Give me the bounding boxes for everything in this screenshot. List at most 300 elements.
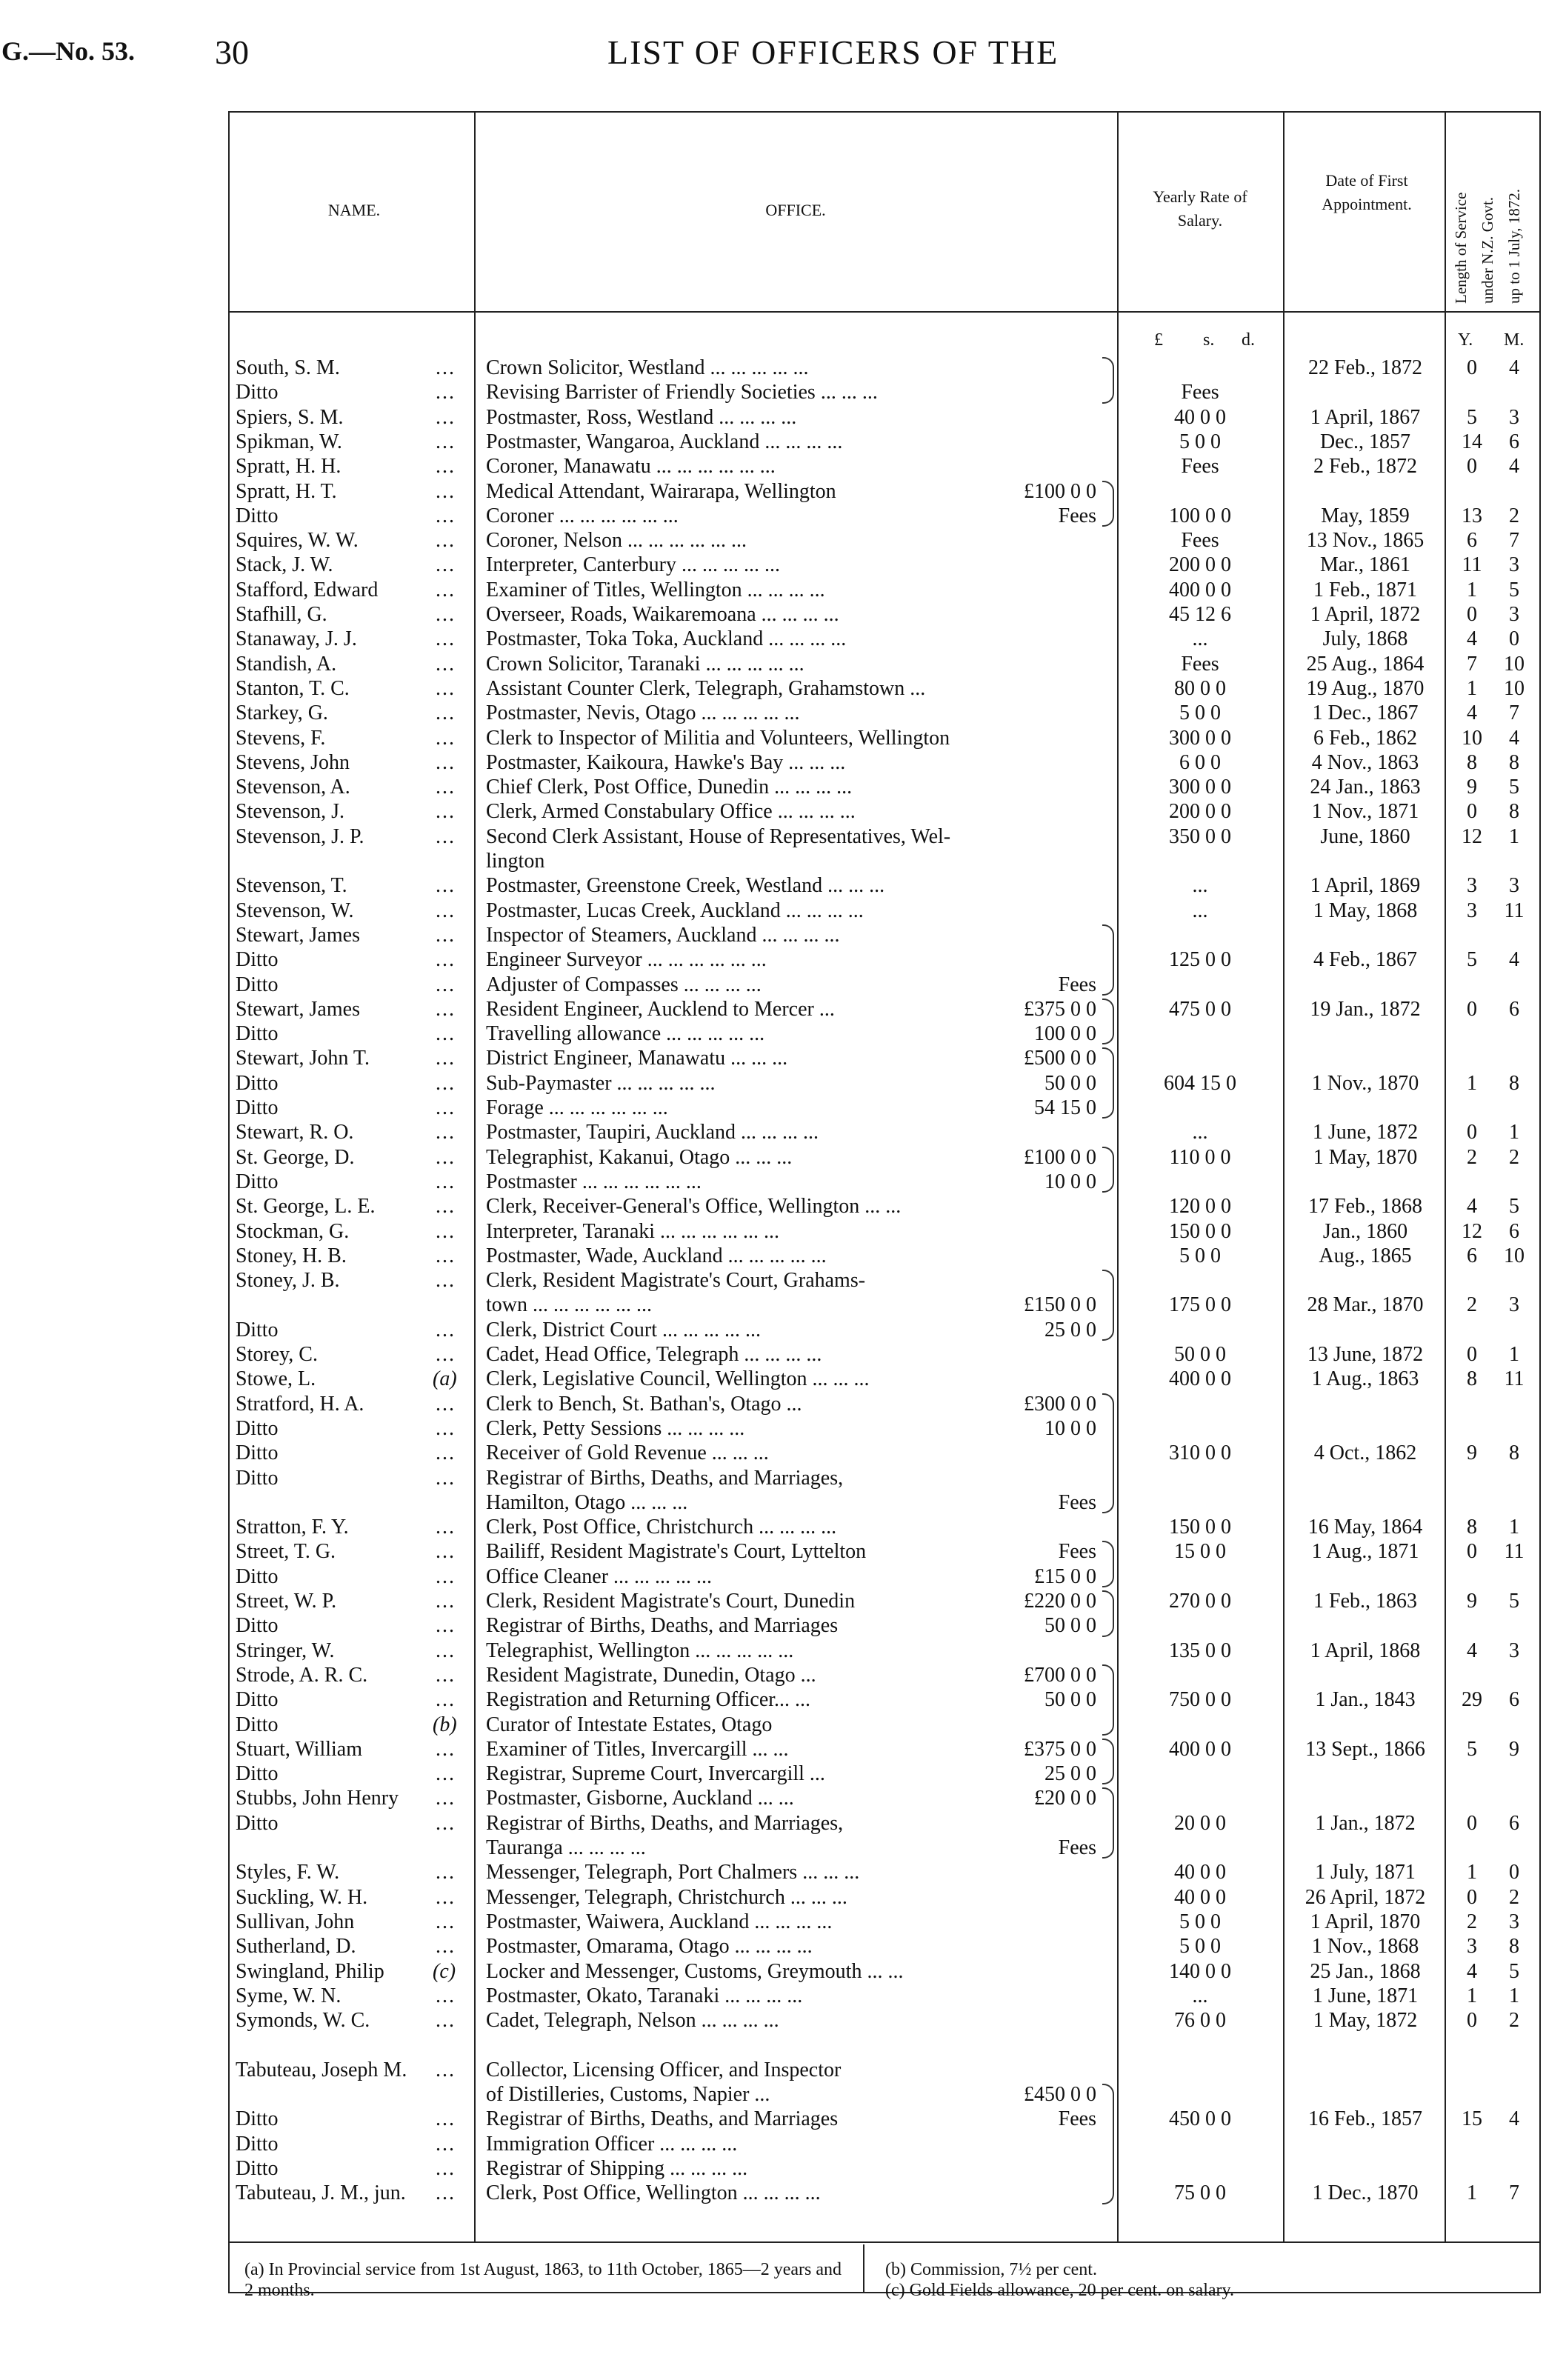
officer-name: Stewart, James xyxy=(236,923,360,947)
appointment-date: 28 Mar., 1870 xyxy=(1307,1293,1424,1317)
table-row xyxy=(0,1639,1566,1664)
yearly-salary: 40 0 0 xyxy=(1174,1861,1226,1884)
appointment-date: 1 April, 1870 xyxy=(1310,1910,1421,1933)
leader-dots: ... xyxy=(436,973,456,996)
officer-name: Stratford, H. A. xyxy=(236,1392,364,1416)
appointment-date: 19 Jan., 1872 xyxy=(1310,997,1421,1021)
column-header-salary: Yearly Rate of Salary. xyxy=(1153,187,1247,230)
leader-dots: ... xyxy=(436,1441,456,1465)
leader-dots: ... xyxy=(436,1590,456,1613)
service-years: 5 xyxy=(1467,1737,1477,1761)
table-row xyxy=(0,1441,1566,1466)
table-row xyxy=(0,750,1566,776)
service-years: 0 xyxy=(1467,1121,1477,1144)
brace xyxy=(1102,2084,1114,2204)
service-years: 6 xyxy=(1467,1244,1477,1267)
table-row xyxy=(0,1687,1566,1713)
leader-dots: ... xyxy=(436,1195,456,1219)
office-text: Clerk, Receiver-General's Office, Wellington ... ... xyxy=(486,1195,902,1219)
table-row xyxy=(0,602,1566,627)
yearly-salary: 750 0 0 xyxy=(1169,1688,1231,1712)
service-years: 1 xyxy=(1467,1861,1477,1884)
leader-dots: ... xyxy=(436,1145,456,1169)
appointment-date: 1 April, 1868 xyxy=(1310,1639,1421,1662)
leader-dots: ... xyxy=(436,1466,456,1490)
leader-dots: ... xyxy=(436,1762,456,1786)
office-text: Office Cleaner ... ... ... ... ... xyxy=(486,1564,713,1588)
table-row xyxy=(0,1589,1566,1614)
leader-dots: ... xyxy=(436,1614,456,1638)
table-row xyxy=(0,947,1566,973)
service-months: 4 xyxy=(1509,455,1519,479)
service-years: 0 xyxy=(1467,1811,1477,1835)
office-text: Assistant Counter Clerk, Telegraph, Grahamstown ... xyxy=(486,676,926,700)
service-years: 0 xyxy=(1467,800,1477,824)
partial-salary: 50 0 0 xyxy=(1044,1071,1096,1095)
leader-dots: ... xyxy=(436,1564,456,1588)
yearly-salary: Fees xyxy=(1181,652,1219,676)
officer-name: Stowe, L. xyxy=(236,1367,316,1391)
table-row xyxy=(0,1934,1566,1959)
officer-name: Stack, J. W. xyxy=(236,553,333,577)
appointment-date: 1 Nov., 1871 xyxy=(1311,800,1419,824)
officer-name: Ditto xyxy=(236,2107,279,2131)
appointment-date: 16 Feb., 1857 xyxy=(1308,2107,1422,2131)
table-row xyxy=(0,1071,1566,1096)
leader-dots: ... xyxy=(436,1121,456,1144)
brace xyxy=(1102,1393,1114,1514)
service-years: 3 xyxy=(1467,874,1477,898)
service-years: 0 xyxy=(1467,603,1477,626)
leader-dots: ... xyxy=(436,1688,456,1712)
leader-dots: ... xyxy=(436,1663,456,1687)
leader-dots: ... xyxy=(436,1318,456,1341)
table-row xyxy=(0,726,1566,751)
appointment-date: 19 Aug., 1870 xyxy=(1306,676,1425,700)
office-text: Postmaster, Toka Toka, Auckland ... ... ... ... xyxy=(486,627,847,651)
yearly-salary: 150 0 0 xyxy=(1169,1219,1231,1243)
brace xyxy=(1102,1047,1114,1119)
officer-name: Stratton, F. Y. xyxy=(236,1516,349,1539)
service-months: 4 xyxy=(1509,948,1519,972)
table-row xyxy=(0,799,1566,824)
table-row xyxy=(0,2107,1566,2132)
service-months: 0 xyxy=(1509,1861,1519,1884)
brace xyxy=(1102,1739,1114,1785)
officer-name: Stuart, William xyxy=(236,1737,363,1761)
service-months: 1 xyxy=(1509,1516,1519,1539)
yearly-salary: 125 0 0 xyxy=(1169,948,1231,972)
service-years: 0 xyxy=(1467,2009,1477,2033)
table-row xyxy=(0,1194,1566,1219)
appointment-date: July, 1868 xyxy=(1322,627,1408,651)
leader-dots: ... xyxy=(436,1244,456,1267)
table-row xyxy=(0,479,1566,504)
office-text: Cadet, Telegraph, Nelson ... ... ... ... xyxy=(486,2009,779,2033)
service-months: 3 xyxy=(1509,874,1519,898)
service-years: 8 xyxy=(1467,750,1477,774)
office-text: Curator of Intestate Estates, Otago xyxy=(486,1713,773,1736)
footnote-b: (b) Commission, 7½ per cent. xyxy=(885,2260,1097,2279)
service-years: 0 xyxy=(1467,1343,1477,1366)
officer-name: South, S. M. xyxy=(236,356,340,379)
office-text: Overseer, Roads, Waikaremoana ... ... ... ... xyxy=(486,603,839,626)
officer-name: Suckling, W. H. xyxy=(236,1885,368,1909)
officer-name: Tabuteau, J. M., jun. xyxy=(236,2181,406,2205)
partial-salary: £100 0 0 xyxy=(1024,479,1096,503)
partial-salary: Fees xyxy=(1058,1540,1096,1564)
leader-dots: ... xyxy=(436,726,456,750)
unit-pence: d. xyxy=(1242,330,1255,350)
unit-shillings: s. xyxy=(1203,330,1215,350)
yearly-salary: 100 0 0 xyxy=(1169,504,1231,527)
table-row xyxy=(0,1096,1566,1121)
partial-salary: £500 0 0 xyxy=(1024,1047,1096,1070)
leader-dots: ... xyxy=(436,1269,456,1293)
table-row xyxy=(0,2033,1566,2058)
officer-name: Symonds, W. C. xyxy=(236,2009,370,2033)
service-months: 7 xyxy=(1509,2181,1519,2205)
service-header-line: under N.Z. Govt. xyxy=(1479,196,1496,304)
table-row xyxy=(0,849,1566,874)
officer-name: Stoney, H. B. xyxy=(236,1244,347,1267)
office-text: Messenger, Telegraph, Port Chalmers ... ... ... xyxy=(486,1861,860,1884)
table-row xyxy=(0,1120,1566,1145)
leader-dots: ... xyxy=(436,553,456,577)
officer-name: Starkey, G. xyxy=(236,701,328,725)
table-row xyxy=(0,1984,1566,2009)
table-row xyxy=(0,1466,1566,1491)
officer-name: Ditto xyxy=(236,1170,279,1193)
yearly-salary: Fees xyxy=(1181,529,1219,553)
yearly-salary: 400 0 0 xyxy=(1169,578,1231,601)
office-text: Telegraphist, Wellington ... ... ... ... ... xyxy=(486,1639,794,1662)
office-text: Clerk, Petty Sessions ... ... ... ... xyxy=(486,1416,745,1440)
leader-dots: ... xyxy=(436,997,456,1021)
appointment-date: 1 Aug., 1863 xyxy=(1311,1367,1419,1391)
appointment-date: 1 Jan., 1872 xyxy=(1315,1811,1416,1835)
service-years: 7 xyxy=(1467,652,1477,676)
service-years: 2 xyxy=(1467,1145,1477,1169)
leader-dots: ... xyxy=(436,1071,456,1095)
officer-name: Ditto xyxy=(236,1762,279,1786)
office-text: town ... ... ... ... ... ... xyxy=(486,1293,652,1317)
service-months: 10 xyxy=(1504,676,1525,700)
table-row xyxy=(0,1515,1566,1540)
office-text: Postmaster, Omarama, Otago ... ... ... ... xyxy=(486,1935,813,1959)
table-row xyxy=(0,1392,1566,1417)
yearly-salary: 20 0 0 xyxy=(1174,1811,1226,1835)
service-years: 4 xyxy=(1467,701,1477,725)
service-months: 4 xyxy=(1509,2107,1519,2131)
table-row xyxy=(0,2156,1566,2181)
table-row xyxy=(0,1613,1566,1639)
service-years: 1 xyxy=(1467,1984,1477,2007)
service-months: 5 xyxy=(1509,578,1519,601)
table-row xyxy=(0,1318,1566,1343)
column-header-date: Date of First Appointment. xyxy=(1322,171,1412,213)
service-years: 0 xyxy=(1467,1885,1477,1909)
service-months: 3 xyxy=(1509,1293,1519,1317)
leader-dots: ... xyxy=(436,776,456,799)
footnote-c: (c) Gold Fields allowance, 20 per cent. on salary. xyxy=(885,2281,1234,2300)
officer-name: Ditto xyxy=(236,1416,279,1440)
yearly-salary: 140 0 0 xyxy=(1169,1959,1231,1983)
office-text: Coroner ... ... ... ... ... ... xyxy=(486,504,679,527)
office-text: Clerk to Inspector of Militia and Volunteers, Wellington xyxy=(486,726,950,750)
office-text: Registrar, Supreme Court, Invercargill ... xyxy=(486,1762,825,1786)
officer-name: Ditto xyxy=(236,1811,279,1835)
table-row xyxy=(0,899,1566,924)
appointment-date: May, 1859 xyxy=(1321,504,1410,527)
officer-name: Ditto xyxy=(236,948,279,972)
appointment-date: 1 Jan., 1843 xyxy=(1315,1688,1416,1712)
appointment-date: June, 1860 xyxy=(1320,824,1410,848)
table-row xyxy=(0,701,1566,726)
service-months: 3 xyxy=(1509,553,1519,577)
officer-name: Stevens, F. xyxy=(236,726,326,750)
partial-salary: 10 0 0 xyxy=(1044,1170,1096,1193)
leader-dots: ... xyxy=(436,1219,456,1243)
yearly-salary: 110 0 0 xyxy=(1169,1145,1231,1169)
yearly-salary: 5 0 0 xyxy=(1179,1935,1221,1959)
leader-dots: ... xyxy=(436,1787,456,1810)
office-text: Locker and Messenger, Customs, Greymouth ... ... xyxy=(486,1959,904,1983)
officer-name: Stanton, T. C. xyxy=(236,676,350,700)
service-months: 7 xyxy=(1509,529,1519,553)
office-text: Registration and Returning Officer... ... xyxy=(486,1688,811,1712)
leader-dots: ... xyxy=(436,1885,456,1909)
leader-dots: ... xyxy=(436,676,456,700)
officer-name: Stevenson, T. xyxy=(236,874,347,898)
officer-name: Ditto xyxy=(236,504,279,527)
office-text: Postmaster, Wangaroa, Auckland ... ... ... ... xyxy=(486,430,843,453)
table-row xyxy=(0,1490,1566,1516)
table-row xyxy=(0,2008,1566,2033)
brace xyxy=(1102,1590,1114,1637)
footnote-a: (a) In Provincial service from 1st August, 1863, to 11th October, 1865—2 years and 2 months. xyxy=(244,2260,842,2300)
leader-dots: ... xyxy=(436,578,456,601)
leader-dots: ... xyxy=(436,529,456,553)
yearly-salary: 300 0 0 xyxy=(1169,776,1231,799)
footnotes-b-c xyxy=(885,2259,1522,2301)
table-row xyxy=(0,1860,1566,1885)
officer-name: Ditto xyxy=(236,1713,279,1736)
leader-dots: ... xyxy=(436,2058,456,2081)
footnote-marker: (a) xyxy=(433,1367,457,1391)
office-text: Cadet, Head Office, Telegraph ... ... ... ... xyxy=(486,1343,822,1366)
table-row xyxy=(0,1145,1566,1170)
leader-dots: ... xyxy=(436,430,456,453)
office-text: Clerk, Post Office, Christchurch ... ... ... ... xyxy=(486,1516,837,1539)
officer-name: St. George, L. E. xyxy=(236,1195,376,1219)
appointment-date: 1 April, 1867 xyxy=(1310,405,1421,429)
table-row xyxy=(0,504,1566,529)
office-text: Coroner, Nelson ... ... ... ... ... ... xyxy=(486,529,747,553)
office-text: Registrar of Births, Deaths, and Marriages, xyxy=(486,1466,844,1490)
service-months: 3 xyxy=(1509,603,1519,626)
service-months: 3 xyxy=(1509,1910,1519,1933)
officer-name: Strode, A. R. C. xyxy=(236,1663,368,1687)
service-years: 9 xyxy=(1467,1590,1477,1613)
office-text: Telegraphist, Kakanui, Otago ... ... ... xyxy=(486,1145,793,1169)
office-text: Postmaster, Gisborne, Auckland ... ... xyxy=(486,1787,794,1810)
officer-name: Stafford, Edward xyxy=(236,578,379,601)
office-text: Immigration Officer ... ... ... ... xyxy=(486,2132,738,2156)
partial-salary: £15 0 0 xyxy=(1034,1564,1096,1588)
appointment-date: 1 Nov., 1868 xyxy=(1311,1935,1419,1959)
table-row xyxy=(0,2181,1566,2206)
partial-salary: Fees xyxy=(1058,504,1096,527)
leader-dots: ... xyxy=(436,652,456,676)
yearly-salary: 5 0 0 xyxy=(1179,1910,1221,1933)
service-months: 8 xyxy=(1509,800,1519,824)
table-row xyxy=(0,356,1566,381)
leader-dots: ... xyxy=(436,603,456,626)
office-text: Resident Engineer, Aucklend to Mercer ... xyxy=(486,997,835,1021)
officer-name: Ditto xyxy=(236,1071,279,1095)
yearly-salary: 15 0 0 xyxy=(1174,1540,1226,1564)
appointment-date: 17 Feb., 1868 xyxy=(1308,1195,1422,1219)
service-months: 7 xyxy=(1509,701,1519,725)
table-row xyxy=(0,2082,1566,2107)
officer-name: Ditto xyxy=(236,1096,279,1119)
table-row xyxy=(0,1959,1566,1984)
table-row xyxy=(0,1170,1566,1195)
officer-name: Stevenson, J. xyxy=(236,800,344,824)
service-years: 1 xyxy=(1467,1071,1477,1095)
service-months: 1 xyxy=(1509,824,1519,848)
office-text: Receiver of Gold Revenue ... ... ... xyxy=(486,1441,769,1465)
table-row xyxy=(0,2132,1566,2157)
officer-name: Ditto xyxy=(236,1318,279,1341)
leader-dots: ... xyxy=(436,1811,456,1835)
appointment-date: 1 Feb., 1871 xyxy=(1313,578,1417,601)
table-row xyxy=(0,1021,1566,1047)
officer-name: Stanaway, J. J. xyxy=(236,627,357,651)
officer-name: Ditto xyxy=(236,1688,279,1712)
service-months: 10 xyxy=(1504,1244,1525,1267)
officer-name: Ditto xyxy=(236,381,279,404)
service-years: 4 xyxy=(1467,627,1477,651)
yearly-salary: ... xyxy=(1192,1121,1208,1144)
leader-dots: ... xyxy=(436,2009,456,2033)
service-months: 0 xyxy=(1509,627,1519,651)
office-text: Postmaster, Wade, Auckland ... ... ... ... ... xyxy=(486,1244,827,1267)
table-row xyxy=(0,1786,1566,1811)
appointment-date: Jan., 1860 xyxy=(1322,1219,1408,1243)
partial-salary: £150 0 0 xyxy=(1024,1293,1096,1317)
yearly-salary: 135 0 0 xyxy=(1169,1639,1231,1662)
brace xyxy=(1102,1541,1114,1587)
appointment-date: Dec., 1857 xyxy=(1319,430,1411,453)
officer-name: Ditto xyxy=(236,1441,279,1465)
office-text: Collector, Licensing Officer, and Inspector xyxy=(486,2058,842,2081)
service-months: 5 xyxy=(1509,1590,1519,1613)
yearly-salary: 80 0 0 xyxy=(1174,676,1226,700)
service-years: 1 xyxy=(1467,676,1477,700)
appointment-date: 1 April, 1872 xyxy=(1310,603,1421,626)
service-months: 10 xyxy=(1504,652,1525,676)
yearly-salary: 5 0 0 xyxy=(1179,701,1221,725)
office-text: Travelling allowance ... ... ... ... ... xyxy=(486,1022,765,1046)
leader-dots: ... xyxy=(436,2181,456,2205)
officer-name: Street, T. G. xyxy=(236,1540,336,1564)
service-months: 3 xyxy=(1509,405,1519,429)
column-header-office: OFFICE. xyxy=(765,201,826,219)
office-text: District Engineer, Manawatu ... ... ... xyxy=(486,1047,788,1070)
service-years: 8 xyxy=(1467,1367,1477,1391)
table-row xyxy=(0,1367,1566,1392)
partial-salary: 10 0 0 xyxy=(1044,1416,1096,1440)
yearly-salary: 270 0 0 xyxy=(1169,1590,1231,1613)
yearly-salary: 40 0 0 xyxy=(1174,1885,1226,1909)
page-number: 30 xyxy=(215,33,249,71)
officer-name: Stewart, John T. xyxy=(236,1047,370,1070)
leader-dots: ... xyxy=(436,923,456,947)
table-row xyxy=(0,1663,1566,1688)
appointment-date: 1 July, 1871 xyxy=(1315,1861,1416,1884)
table-row xyxy=(0,454,1566,479)
service-months: 8 xyxy=(1509,1071,1519,1095)
leader-dots: ... xyxy=(436,405,456,429)
officer-name: Stevenson, J. P. xyxy=(236,824,364,848)
leader-dots: ... xyxy=(436,1910,456,1933)
service-months: 4 xyxy=(1509,356,1519,379)
partial-salary: Fees xyxy=(1058,1836,1096,1859)
partial-salary: 50 0 0 xyxy=(1044,1614,1096,1638)
partial-salary: £375 0 0 xyxy=(1024,997,1096,1021)
service-years: 8 xyxy=(1467,1516,1477,1539)
service-months: 11 xyxy=(1504,1367,1525,1391)
service-months: 5 xyxy=(1509,776,1519,799)
office-text: Registrar of Shipping ... ... ... ... xyxy=(486,2156,748,2180)
yearly-salary: 75 0 0 xyxy=(1174,2181,1226,2205)
officer-name: Sullivan, John xyxy=(236,1910,355,1933)
service-months: 8 xyxy=(1509,750,1519,774)
appointment-date: 16 May, 1864 xyxy=(1307,1516,1423,1539)
appointment-date: 1 June, 1871 xyxy=(1312,1984,1419,2007)
officer-name: Spratt, H. T. xyxy=(236,479,337,503)
service-months: 11 xyxy=(1504,1540,1525,1564)
yearly-salary: 6 0 0 xyxy=(1179,750,1221,774)
table-row xyxy=(0,627,1566,652)
appointment-date: 26 April, 1872 xyxy=(1305,1885,1426,1909)
brace xyxy=(1102,924,1114,996)
table-row xyxy=(0,528,1566,553)
service-months: 8 xyxy=(1509,1441,1519,1465)
service-months: 2 xyxy=(1509,1145,1519,1169)
table-row xyxy=(0,973,1566,998)
appointment-date: 1 May, 1872 xyxy=(1313,2009,1418,2033)
brace xyxy=(1102,1787,1114,1859)
officer-name: Syme, W. N. xyxy=(236,1984,341,2007)
yearly-salary: Fees xyxy=(1181,455,1219,479)
service-years: 11 xyxy=(1462,553,1482,577)
brace xyxy=(1102,1664,1114,1736)
leader-dots: ... xyxy=(436,2107,456,2131)
partial-salary: £450 0 0 xyxy=(1024,2083,1096,2106)
officer-name: Ditto xyxy=(236,1466,279,1490)
leader-dots: ... xyxy=(436,504,456,527)
yearly-salary: 200 0 0 xyxy=(1169,800,1231,824)
partial-salary: £220 0 0 xyxy=(1024,1590,1096,1613)
service-years: 12 xyxy=(1462,824,1482,848)
leader-dots: ... xyxy=(436,2132,456,2156)
footnote-marker: (b) xyxy=(433,1713,457,1736)
office-text: Second Clerk Assistant, House of Representatives, Wel- xyxy=(486,824,951,848)
yearly-salary: 604 15 0 xyxy=(1164,1071,1236,1095)
